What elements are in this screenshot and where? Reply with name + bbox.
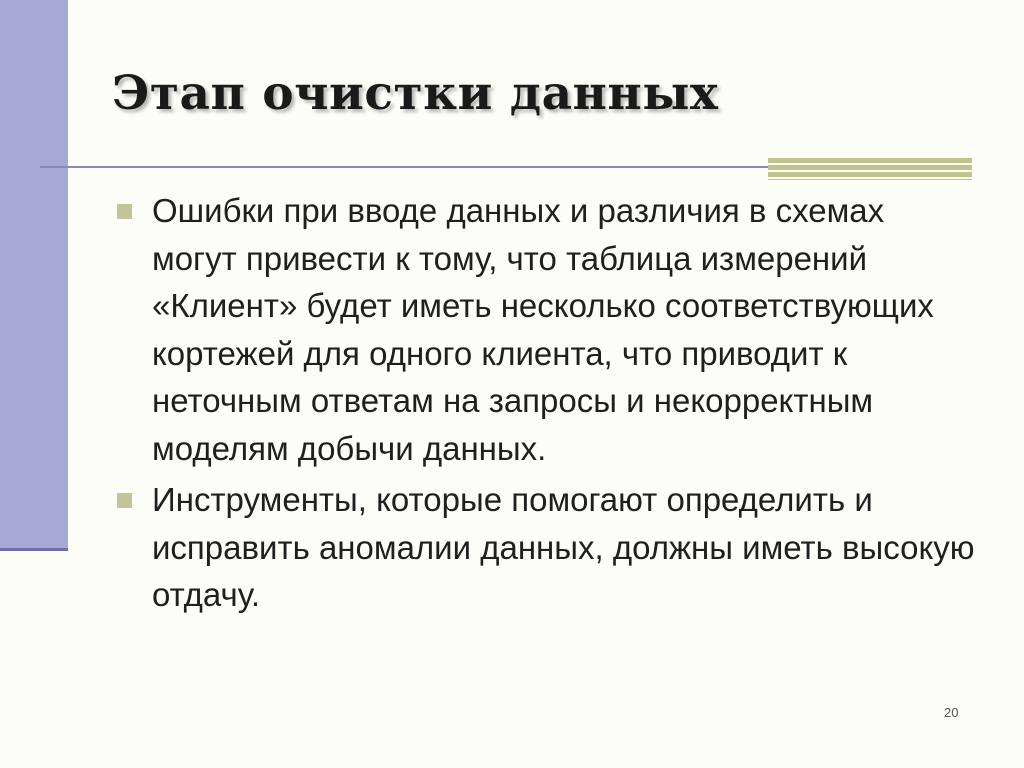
bullet-text: Ошибки при вводе данных и различия в схемах могут привести к тому, что таблица измерений «Клиент» будет иметь несколько соответствующих кортежей для одного клиента, что приводит к неточным ответам на запросы и некорректным моделям добычи данных. [152,192,934,467]
title-underline-accent [768,158,972,180]
bullet-item [117,476,977,619]
bullet-text: Инструменты, которые помогают определить и исправить аномалии данных, должны иметь высокую отдачу. [152,481,975,613]
square-bullet-icon [117,493,132,508]
bullet-item [117,187,977,472]
page-number: 20 [944,705,959,720]
square-bullet-icon [117,204,132,219]
side-accent-bar [0,0,68,551]
slide-title: Этап очистки данных [112,66,719,121]
bullet-list [117,187,977,623]
